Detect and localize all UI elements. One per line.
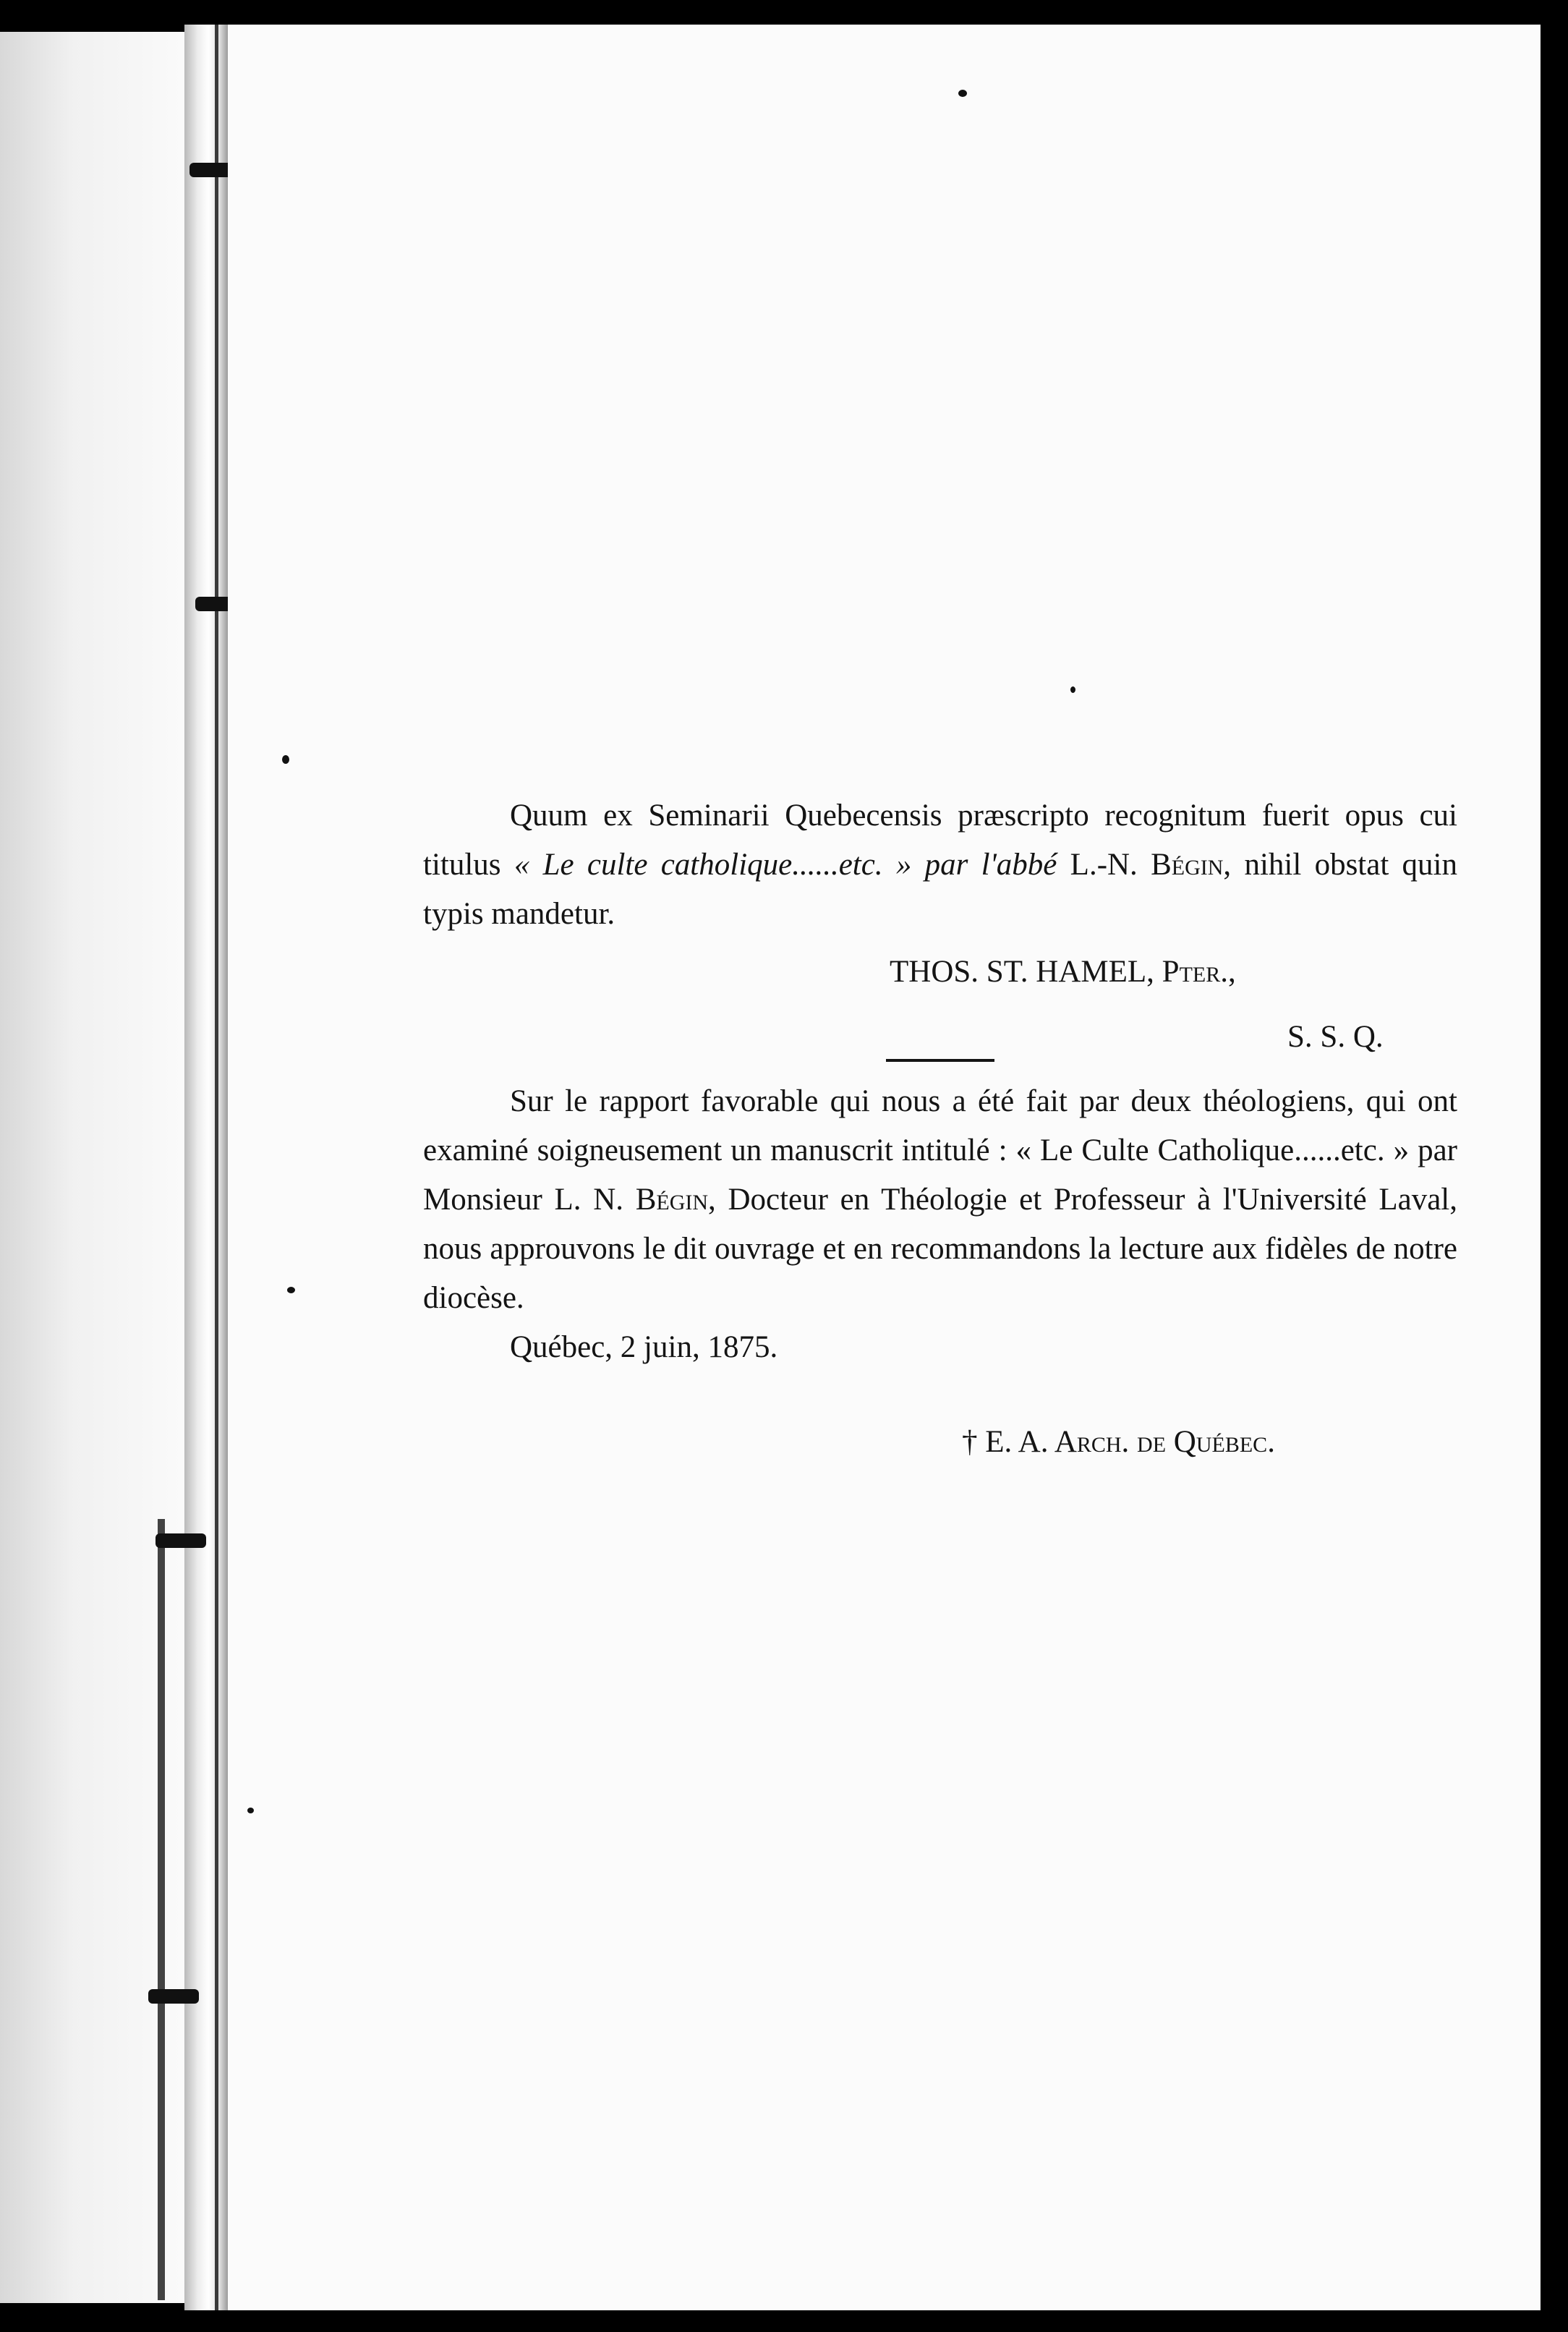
binding-line [215,25,218,2310]
signature-order: S. S. Q. [1287,1020,1384,1054]
latin-text-part: , nihil obstat quin typis mandetur. [423,848,1458,931]
ink-speck [958,90,967,97]
signature-name [890,954,1236,990]
french-approval-paragraph [423,1077,1457,1323]
binding-line-lower [158,1519,165,2300]
previous-page-edge [0,32,184,2303]
place-date: Québec, 2 juin, 1875. [510,1330,778,1364]
ink-speck [1070,686,1075,693]
archbishop-signature: † E. A. Arch. de Québec. [962,1425,1275,1459]
latin-approval [423,791,1457,939]
author-name: Bégin [635,1183,709,1217]
latin-text-part: par l'abbé [911,848,1070,882]
french-text-part: Sur le rapport favorable qui nous a été fait par deux théologiens, qui ont examiné soigneusement un manuscrit intitulé : « Le Culte Catholique......etc. » par Monsieur L. N. [423,1084,1457,1217]
ink-speck [287,1287,295,1293]
section-divider [886,1059,994,1062]
latin-text-part: Quum ex Seminarii Quebecensis præscripto recognitum fuerit opus cui titulus [423,799,1457,882]
binding-stitch [148,1989,199,2004]
latin-approval-paragraph [423,791,1457,939]
binding-stitch [155,1533,206,1548]
book-page [228,25,1541,2310]
signature-name-text: THOS. ST. HAMEL, [890,955,1154,989]
french-text-part: , Docteur en Théologie et Professeur à l'Université Laval, nous approuvons le dit ouvrage et en recommandons la lecture aux fidèles de notre diocèse. [423,1183,1457,1315]
french-approval [423,1077,1457,1372]
author-name: L.-N. Bégin [1070,848,1224,882]
ink-speck [282,755,289,764]
ink-speck [247,1808,254,1813]
book-gutter [184,25,228,2310]
work-title: « Le culte catholique......etc. » [514,848,912,882]
signature-title: Pter., [1162,955,1236,989]
